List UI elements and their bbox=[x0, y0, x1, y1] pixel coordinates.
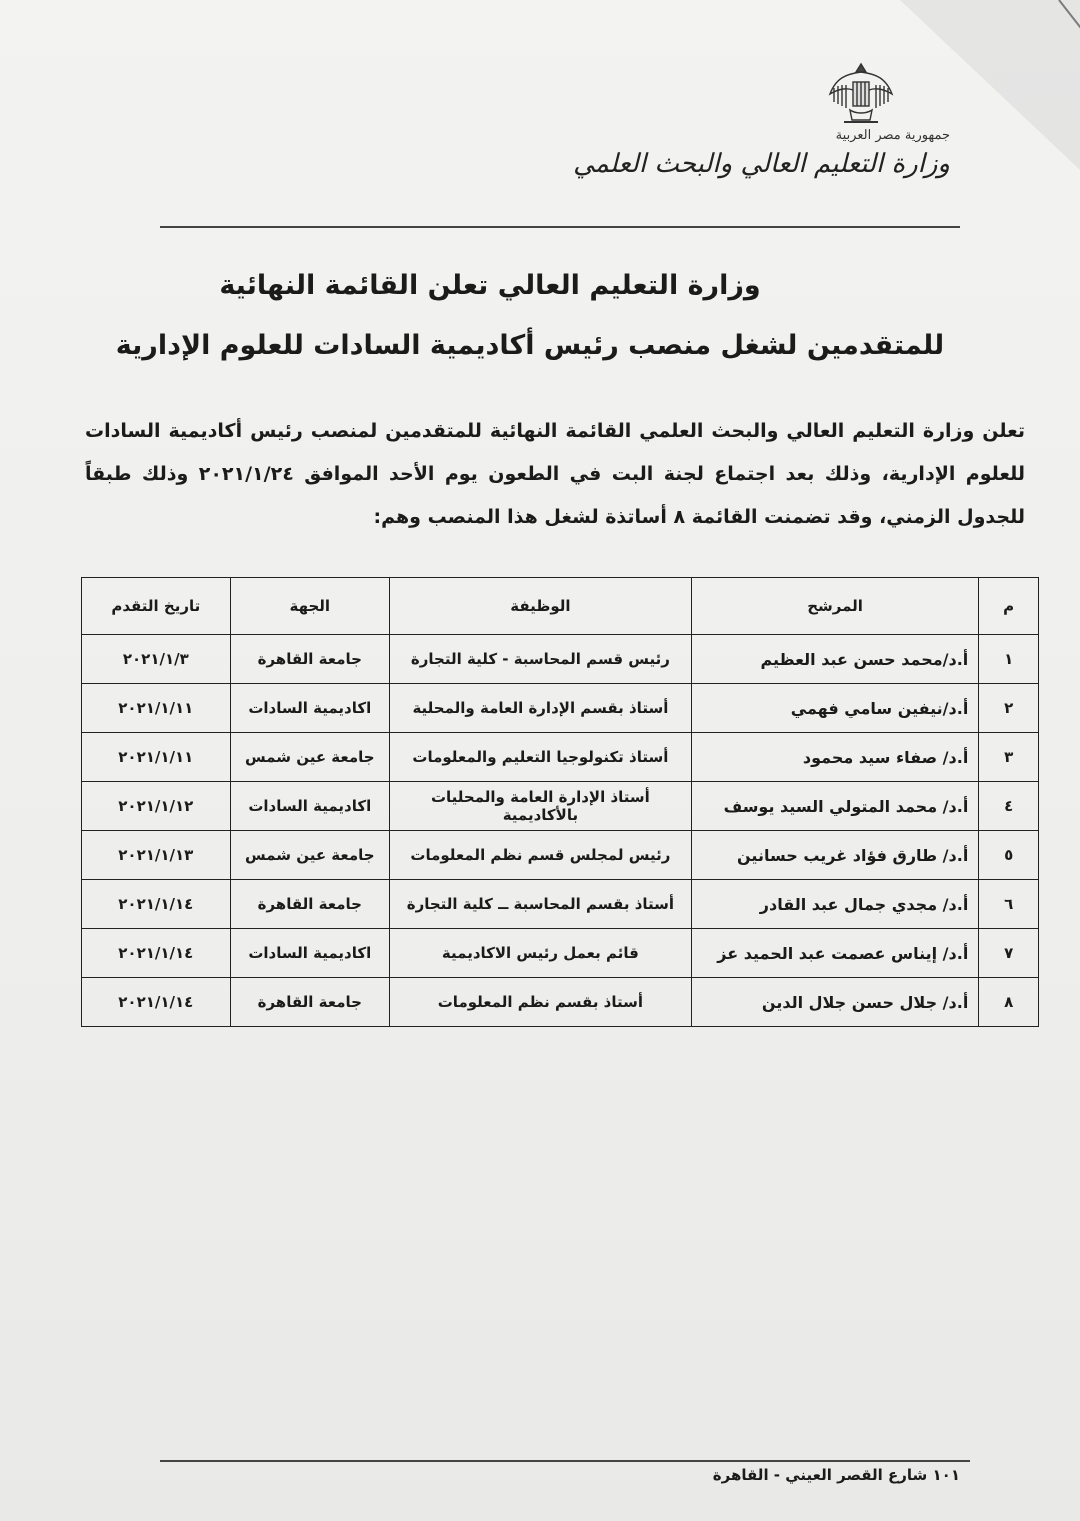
cell-position: رئيس لمجلس قسم نظم المعلومات bbox=[389, 831, 691, 880]
cell-institution: اكاديمية السادات bbox=[230, 684, 389, 733]
cell-institution: جامعة القاهرة bbox=[230, 978, 389, 1027]
header-position: الوظيفة bbox=[389, 578, 691, 635]
page-title-line-1: وزارة التعليم العالي تعلن القائمة النهائية bbox=[219, 270, 761, 301]
candidates-table bbox=[81, 577, 1039, 1027]
header-institution: الجهة bbox=[230, 578, 389, 635]
header-number: م bbox=[979, 578, 1039, 635]
announcement-paragraph: تعلن وزارة التعليم العالي والبحث العلمي القائمة النهائية للمتقدمين لمنصب رئيس أكاديمية السادات للعلوم الإدارية، وذلك بعد اجتماع لجنة البت في الطعون يوم الأحد الموافق ٢٠٢١/١/٢٤ وذلك طبقاً للجدول الزمني، وقد تضمنت القائمة ٨ أساتذة لشغل هذا المنصب وهم: bbox=[85, 420, 1026, 528]
cell-number: ٨ bbox=[979, 978, 1039, 1027]
header-divider bbox=[160, 226, 960, 228]
eagle-emblem-icon bbox=[826, 58, 896, 130]
cell-number: ٢ bbox=[979, 684, 1039, 733]
table-row bbox=[82, 831, 1039, 880]
cell-candidate: أ.د/ إيناس عصمت عبد الحميد عز bbox=[691, 929, 978, 978]
table-row bbox=[82, 978, 1039, 1027]
cell-number: ٥ bbox=[979, 831, 1039, 880]
table-row bbox=[82, 733, 1039, 782]
cell-position: أستاذ بقسم المحاسبة ــ كلية التجارة bbox=[389, 880, 691, 929]
republic-name: جمهورية مصر العربية bbox=[835, 128, 950, 143]
header-candidate: المرشح bbox=[691, 578, 978, 635]
cell-candidate: أ.د/نيفين سامي فهمي bbox=[691, 684, 978, 733]
cell-position: أستاذ بقسم نظم المعلومات bbox=[389, 978, 691, 1027]
cell-institution: اكاديمية السادات bbox=[230, 782, 389, 831]
ministry-name: وزارة التعليم العالي والبحث العلمي bbox=[573, 149, 950, 179]
cell-institution: جامعة القاهرة bbox=[230, 880, 389, 929]
cell-date: ٢٠٢١/١/١٤ bbox=[82, 880, 231, 929]
table-row bbox=[82, 880, 1039, 929]
cell-date: ٢٠٢١/١/١٢ bbox=[82, 782, 231, 831]
table-header-row bbox=[82, 578, 1039, 635]
header-application-date: تاريخ التقدم bbox=[82, 578, 231, 635]
cell-position: أستاذ الإدارة العامة والمحليات بالأكاديمية bbox=[389, 782, 691, 831]
cell-candidate: أ.د/ محمد المتولي السيد يوسف bbox=[691, 782, 978, 831]
cell-number: ٤ bbox=[979, 782, 1039, 831]
cell-position: أستاذ تكنولوجيا التعليم والمعلومات bbox=[389, 733, 691, 782]
table-row bbox=[82, 684, 1039, 733]
page-title-line-2: للمتقدمين لشغل منصب رئيس أكاديمية السادات للعلوم الإدارية bbox=[115, 330, 945, 361]
table-row bbox=[82, 635, 1039, 684]
cell-candidate: أ.د/ صفاء سيد محمود bbox=[691, 733, 978, 782]
cell-number: ٣ bbox=[979, 733, 1039, 782]
cell-candidate: أ.د/محمد حسن عبد العظيم bbox=[691, 635, 978, 684]
cell-position: رئيس قسم المحاسبة - كلية التجارة bbox=[389, 635, 691, 684]
cell-number: ١ bbox=[979, 635, 1039, 684]
cell-date: ٢٠٢١/١/١٣ bbox=[82, 831, 231, 880]
cell-number: ٧ bbox=[979, 929, 1039, 978]
cell-candidate: أ.د/ مجدي جمال عبد القادر bbox=[691, 880, 978, 929]
ministry-letterhead bbox=[573, 128, 950, 179]
cell-institution: جامعة القاهرة bbox=[230, 635, 389, 684]
cell-candidate: أ.د/ جلال حسن جلال الدين bbox=[691, 978, 978, 1027]
table-row bbox=[82, 782, 1039, 831]
cell-date: ٢٠٢١/١/١٤ bbox=[82, 929, 231, 978]
cell-candidate: أ.د/ طارق فؤاد غريب حسانين bbox=[691, 831, 978, 880]
cell-position: قائم بعمل رئيس الاكاديمية bbox=[389, 929, 691, 978]
cell-date: ٢٠٢١/١/٣ bbox=[82, 635, 231, 684]
footer-divider bbox=[160, 1460, 970, 1462]
cell-position: أستاذ بقسم الإدارة العامة والمحلية bbox=[389, 684, 691, 733]
footer-address: ١٠١ شارع القصر العيني - القاهرة bbox=[712, 1466, 960, 1484]
cell-date: ٢٠٢١/١/١١ bbox=[82, 684, 231, 733]
table-row bbox=[82, 929, 1039, 978]
cell-institution: جامعة عين شمس bbox=[230, 831, 389, 880]
cell-institution: اكاديمية السادات bbox=[230, 929, 389, 978]
cell-date: ٢٠٢١/١/١٤ bbox=[82, 978, 231, 1027]
cell-institution: جامعة عين شمس bbox=[230, 733, 389, 782]
cell-number: ٦ bbox=[979, 880, 1039, 929]
cell-date: ٢٠٢١/١/١١ bbox=[82, 733, 231, 782]
